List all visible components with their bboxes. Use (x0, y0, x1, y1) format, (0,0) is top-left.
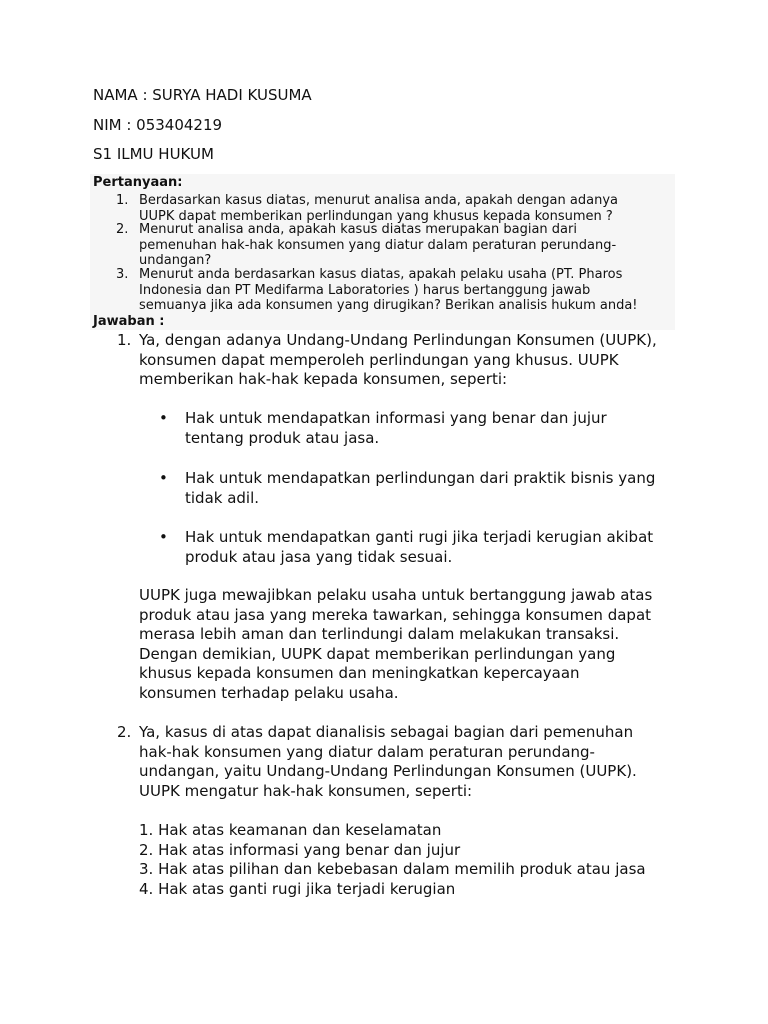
bullet-item: Hak untuk mendapatkan informasi yang benar dan jujur tentang produk atau jasa. (185, 409, 607, 447)
rights-item: 1. Hak atas keamanan dan keselamatan (139, 821, 442, 839)
student-nim: NIM : 053404219 (93, 116, 223, 134)
bullet-icon: • (159, 469, 168, 487)
question-text: Berdasarkan kasus diatas, menurut analisa anda, apakah dengan adanya UUPK dapat memberikan perlindungan yang khusus kepada konsumen ? (139, 193, 618, 224)
answer-number: 2. (117, 723, 132, 741)
bullet-item: Hak untuk mendapatkan ganti rugi jika terjadi kerugian akibat produk atau jasa yang tidak sesuai. (185, 528, 654, 566)
bullet-item: Hak untuk mendapatkan perlindungan dari praktik bisnis yang tidak adil. (185, 469, 656, 507)
rights-item: 3. Hak atas pilihan dan kebebasan dalam memilih produk atau jasa (139, 860, 646, 878)
question-number: 3. (116, 267, 129, 282)
answer-number: 1. (117, 331, 132, 349)
rights-item: 2. Hak atas informasi yang benar dan jujur (139, 841, 461, 859)
answer-paragraph: UUPK juga mewajibkan pelaku usaha untuk bertanggung jawab atas produk atau jasa yang mereka tawarkan, sehingga konsumen dapat merasa lebih aman dan terlindungi dalam melakukan transaksi. Dengan demikian, UUPK dapat memberikan perlindungan yang khusus kepada konsumen dan meningkatkan kepercayaan konsumen terhadap pelaku usaha. (139, 586, 653, 702)
rights-item: 4. Hak atas ganti rugi jika terjadi kerugian (139, 880, 456, 898)
bullet-icon: • (159, 528, 168, 546)
answers-heading: Jawaban : (93, 314, 165, 329)
question-number: 1. (116, 193, 129, 208)
student-name: NAMA : SURYA HADI KUSUMA (93, 86, 312, 104)
questions-heading: Pertanyaan: (93, 175, 183, 190)
question-number: 2. (116, 222, 129, 237)
question-text: Menurut analisa anda, apakah kasus diatas merupakan bagian dari pemenuhan hak-hak konsumen yang diatur dalam peraturan perundang- undangan? (139, 222, 617, 268)
answer-intro: Ya, dengan adanya Undang-Undang Perlindungan Konsumen (UUPK), konsumen dapat memperoleh perlindungan yang khusus. UUPK memberikan hak-hak kepada konsumen, seperti: (139, 331, 657, 389)
bullet-icon: • (159, 409, 168, 427)
question-text: Menurut anda berdasarkan kasus diatas, apakah pelaku usaha (PT. Pharos Indonesia dan PT Medifarma Laboratories ) harus bertanggung jawab semuanya jika ada konsumen yang dirugikan? Berikan analisis hukum anda! (139, 267, 638, 313)
study-program: S1 ILMU HUKUM (93, 145, 214, 163)
answer-intro: Ya, kasus di atas dapat dianalisis sebagai bagian dari pemenuhan hak-hak konsumen yang diatur dalam peraturan perundang- undangan, yaitu Undang-Undang Perlindungan Konsumen (UUPK). UUPK mengatur hak-hak konsumen, seperti: (139, 723, 637, 800)
